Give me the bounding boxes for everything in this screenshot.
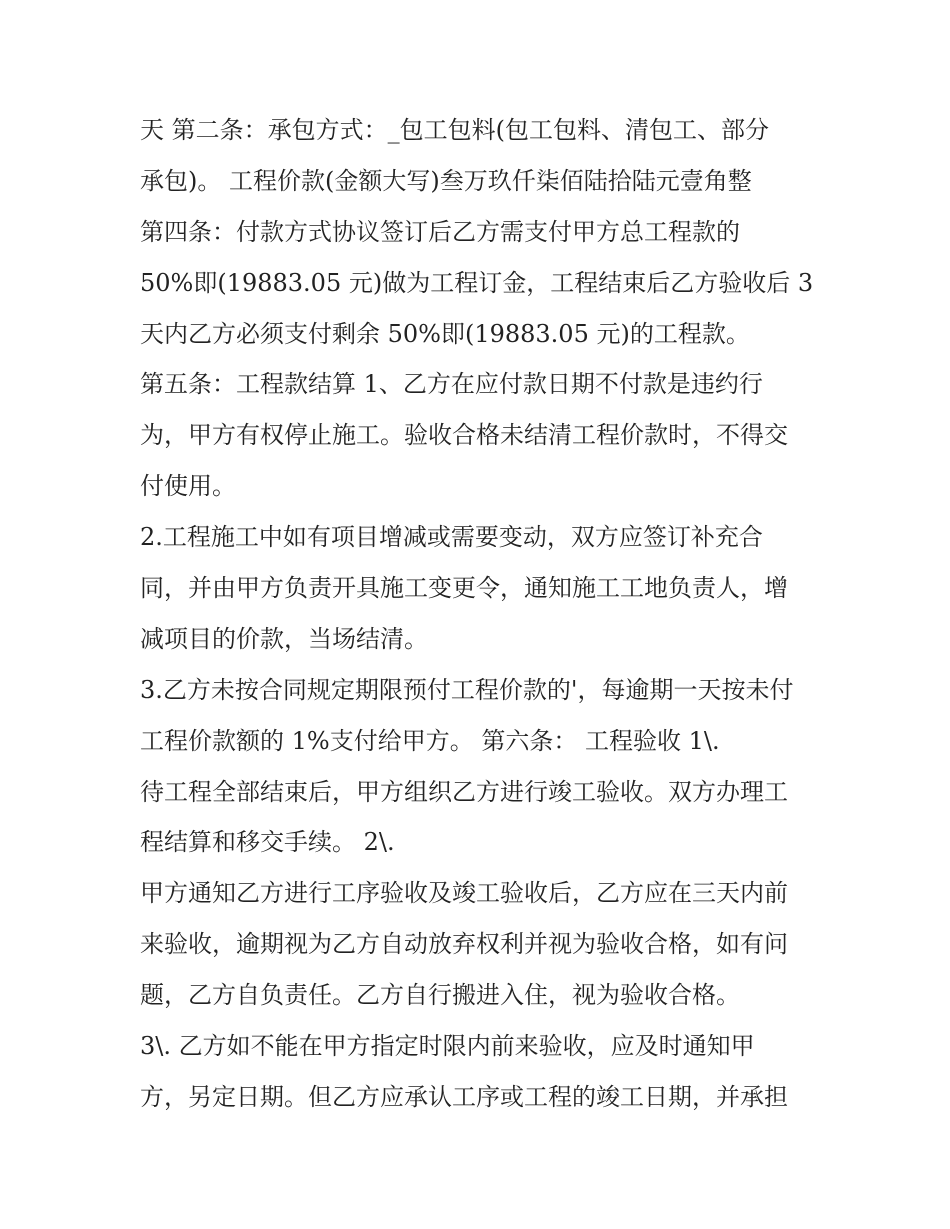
text-line: 题，乙方自负责任。乙方自行搬进入住，视为验收合格。 xyxy=(140,981,740,1010)
text-line: 承包)。 工程价款(金额大写)叁万玖仟柒佰陆拾陆元壹角整 xyxy=(140,166,752,195)
text-line: 方，另定日期。但乙方应承认工序或工程的竣工日期，并承担 xyxy=(140,1082,788,1111)
text-line: 为，甲方有权停止施工。验收合格未结清工程价款时，不得交 xyxy=(140,421,788,450)
text-line: 同，并由甲方负责开具施工变更令，通知施工工地负责人，增 xyxy=(140,574,788,603)
text-line: 第五条：工程款结算 1、乙方在应付款日期不付款是违约行 xyxy=(140,370,763,399)
text-line: 3.乙方未按合同规定期限预付工程价款的'，每逾期一天按未付 xyxy=(140,675,794,704)
text-line: 2.工程施工中如有项目增减或需要变动，双方应签订补充合 xyxy=(140,523,763,552)
text-line: 甲方通知乙方进行工序验收及竣工验收后，乙方应在三天内前 xyxy=(140,879,788,908)
contract-text xyxy=(140,110,820,1128)
text-line: 来验收，逾期视为乙方自动放弃权利并视为验收合格，如有问 xyxy=(140,930,788,959)
text-line: 待工程全部结束后，甲方组织乙方进行竣工验收。双方办理工 xyxy=(140,777,788,806)
text-line: 50%即(19883.05 元)做为工程订金，工程结束后乙方验收后 3 xyxy=(140,268,814,297)
text-line: 天内乙方必须支付剩余 50%即(19883.05 元)的工程款。 xyxy=(140,319,750,348)
text-line: 程结算和移交手续。 2\. xyxy=(140,828,395,857)
text-line: 3\. 乙方如不能在甲方指定时限内前来验收，应及时通知甲 xyxy=(140,1032,755,1061)
text-line: 工程价款额的 1%支付给甲方。 第六条： 工程验收 1\. xyxy=(140,726,720,755)
text-line: 天 第二条：承包方式：_包工包料(包工包料、清包工、部分 xyxy=(140,116,769,144)
text-line: 第四条：付款方式协议签订后乙方需支付甲方总工程款的 xyxy=(140,217,740,246)
text-line: 减项目的价款，当场结清。 xyxy=(140,624,428,653)
text-line: 付使用。 xyxy=(140,472,236,501)
